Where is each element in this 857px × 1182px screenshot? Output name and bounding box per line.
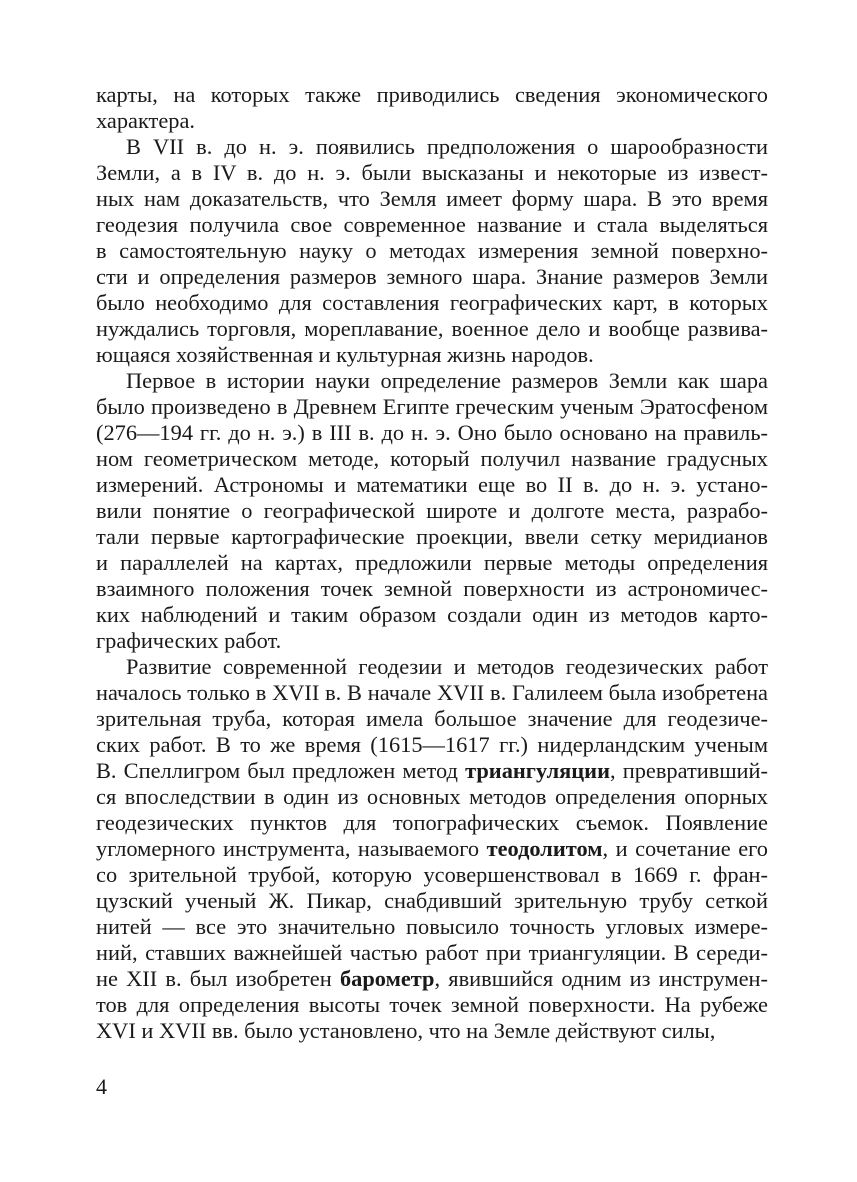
- bold-term: теодолитом: [486, 836, 603, 861]
- text-line: ном геометрическом методе, который получил название градусных: [96, 446, 768, 471]
- text-line: было необходимо для составления географических карт, в которых: [96, 290, 768, 315]
- text-line: геодезия получила свое современное название и стала выделяться: [96, 212, 768, 237]
- text-line: сти и определения размеров земного шара. Знание размеров Земли: [96, 264, 768, 289]
- text-line: и параллелей на картах, предложили первые методы определения: [96, 550, 768, 575]
- text-line: не XII в. был изобретен барометр, явившийся одним из инструмен-: [96, 966, 768, 991]
- text-line: XVI и XVII вв. было установлено, что на Земле действуют силы,: [96, 1018, 716, 1043]
- text-line: В VII в. до н. э. появились предположения о шарообразности: [126, 134, 768, 159]
- text-line: карты, на которых также приводились сведения экономического: [96, 82, 768, 107]
- text-line: было произведено в Древнем Египте греческим ученым Эратосфеном: [96, 394, 768, 419]
- text-line: в самостоятельную науку о методах измерения земной поверхно-: [96, 238, 768, 263]
- text-line: геодезических пунктов для топографических съемок. Появление: [96, 810, 768, 835]
- paragraph: [96, 134, 768, 368]
- text-line: ющаяся хозяйственная и культурная жизнь народов.: [96, 342, 594, 367]
- paragraph: [96, 368, 768, 654]
- text-line: угломерного инструмента, называемого теодолитом, и сочетание его: [96, 836, 768, 861]
- text-line: нуждались торговля, мореплавание, военное дело и вообще развива-: [96, 316, 768, 341]
- text-line: тов для определения высоты точек земной поверхности. На рубеже: [96, 992, 768, 1017]
- text-line: взаимного положения точек земной поверхности из астрономичес-: [96, 576, 768, 601]
- text-line: нитей — все это значительно повысило точность угловых измере-: [96, 914, 768, 939]
- text-line: графических работ.: [96, 628, 282, 653]
- page-number: 4: [96, 1074, 107, 1099]
- text-line: со зрительной трубой, которую усовершенствовал в 1669 г. фран-: [96, 862, 768, 887]
- text-line: зрительная труба, которая имела большое значение для геодезиче-: [96, 706, 768, 731]
- text-line: цузский ученый Ж. Пикар, снабдивший зрительную трубу сеткой: [96, 888, 768, 913]
- text-line: ний, ставших важнейшей частью работ при триангуляции. В середи-: [96, 940, 768, 965]
- paragraph: [96, 654, 768, 1044]
- text-line: тали первые картографические проекции, ввели сетку меридианов: [96, 524, 768, 549]
- text-line: В. Спеллигром был предложен метод триангуляции, превративший-: [96, 758, 768, 783]
- text-line: началось только в XVII в. В начале XVII в. Галилеем была изобретена: [96, 680, 768, 705]
- text-line: Развитие современной геодезии и методов геодезических работ: [126, 654, 768, 679]
- bold-term: триангуляции: [465, 758, 610, 783]
- text-line: ских работ. В то же время (1615—1617 гг.) нидерландским ученым: [96, 732, 768, 757]
- bold-term: барометр: [339, 966, 435, 991]
- paragraph: [96, 82, 768, 134]
- text-line: ких наблюдений и таким образом создали один из методов карто-: [96, 602, 768, 627]
- text-line: ных нам доказательств, что Земля имеет форму шара. В это время: [96, 186, 768, 211]
- text-line: характера.: [96, 108, 196, 133]
- text-line: ся впоследствии в один из основных методов определения опорных: [96, 784, 768, 809]
- text-line: Первое в истории науки определение размеров Земли как шара: [126, 368, 768, 393]
- text-line: Земли, а в IV в. до н. э. были высказаны и некоторые из извест-: [96, 160, 768, 185]
- text-line: (276—194 гг. до н. э.) в III в. до н. э. Оно было основано на правиль-: [96, 420, 768, 445]
- page-text: [96, 82, 768, 1044]
- text-line: измерений. Астрономы и математики еще во II в. до н. э. устано-: [96, 472, 768, 497]
- text-line: вили понятие о географической широте и долготе места, разрабо-: [96, 498, 768, 523]
